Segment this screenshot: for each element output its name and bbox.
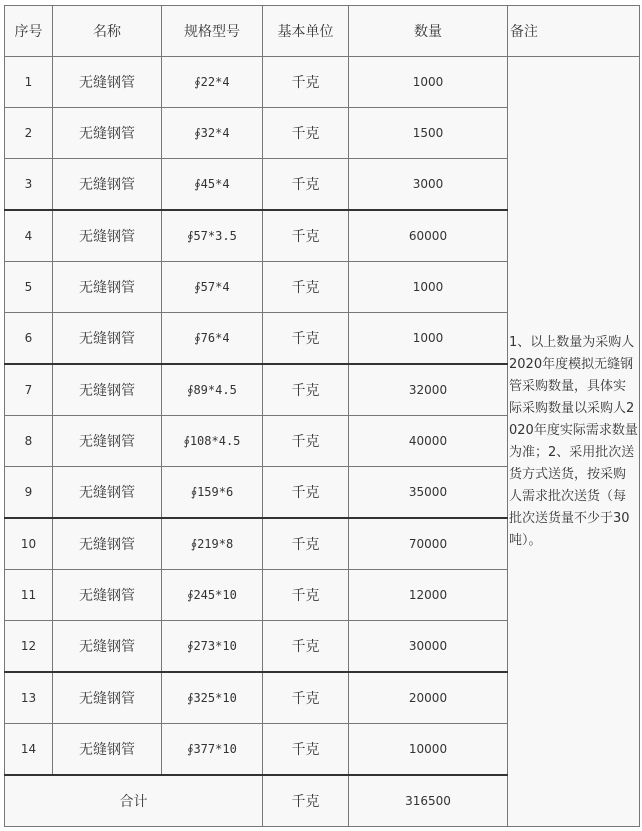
table-header-row bbox=[5, 6, 640, 57]
row-quantity: 40000 bbox=[349, 416, 508, 467]
row-quantity: 12000 bbox=[349, 570, 508, 621]
row-name: 无缝钢管 bbox=[53, 159, 162, 211]
row-spec: ∮377*10 bbox=[162, 724, 263, 776]
row-spec: ∮245*10 bbox=[162, 570, 263, 621]
row-unit: 千克 bbox=[263, 57, 349, 108]
header-name: 名称 bbox=[53, 6, 162, 57]
row-unit: 千克 bbox=[263, 313, 349, 365]
row-index: 13 bbox=[5, 672, 53, 724]
row-index: 8 bbox=[5, 416, 53, 467]
row-name: 无缝钢管 bbox=[53, 313, 162, 365]
row-quantity: 60000 bbox=[349, 210, 508, 262]
row-quantity: 20000 bbox=[349, 672, 508, 724]
row-name: 无缝钢管 bbox=[53, 518, 162, 570]
row-index: 3 bbox=[5, 159, 53, 211]
row-unit: 千克 bbox=[263, 364, 349, 416]
header-remark: 备注 bbox=[508, 6, 640, 57]
row-quantity: 3000 bbox=[349, 159, 508, 211]
row-unit: 千克 bbox=[263, 621, 349, 673]
row-quantity: 32000 bbox=[349, 364, 508, 416]
row-index: 5 bbox=[5, 262, 53, 313]
row-index: 7 bbox=[5, 364, 53, 416]
row-index: 9 bbox=[5, 467, 53, 519]
total-quantity: 316500 bbox=[349, 775, 508, 827]
row-name: 无缝钢管 bbox=[53, 416, 162, 467]
row-spec: ∮89*4.5 bbox=[162, 364, 263, 416]
row-index: 11 bbox=[5, 570, 53, 621]
row-quantity: 1000 bbox=[349, 57, 508, 108]
row-unit: 千克 bbox=[263, 159, 349, 211]
table-body bbox=[5, 6, 640, 827]
row-index: 14 bbox=[5, 724, 53, 776]
row-quantity: 1000 bbox=[349, 262, 508, 313]
header-spec: 规格型号 bbox=[162, 6, 263, 57]
header-quantity: 数量 bbox=[349, 6, 508, 57]
row-name: 无缝钢管 bbox=[53, 467, 162, 519]
row-index: 12 bbox=[5, 621, 53, 673]
row-spec: ∮22*4 bbox=[162, 57, 263, 108]
row-quantity: 30000 bbox=[349, 621, 508, 673]
row-spec: ∮108*4.5 bbox=[162, 416, 263, 467]
row-unit: 千克 bbox=[263, 724, 349, 776]
row-quantity: 1500 bbox=[349, 108, 508, 159]
material-table bbox=[4, 5, 640, 827]
row-unit: 千克 bbox=[263, 672, 349, 724]
header-unit: 基本单位 bbox=[263, 6, 349, 57]
remark-cell: 1、以上数量为采购人2020年度模拟无缝钢管采购数量，具体实际采购数量以采购人2020年度实际需求数量为准；2、采用批次送货方式送货，按采购人需求批次送货（每批次送货量不少于30吨）。 bbox=[508, 57, 640, 827]
row-quantity: 70000 bbox=[349, 518, 508, 570]
row-unit: 千克 bbox=[263, 570, 349, 621]
row-name: 无缝钢管 bbox=[53, 570, 162, 621]
row-name: 无缝钢管 bbox=[53, 108, 162, 159]
row-unit: 千克 bbox=[263, 467, 349, 519]
table-row bbox=[5, 57, 640, 108]
row-index: 1 bbox=[5, 57, 53, 108]
row-name: 无缝钢管 bbox=[53, 621, 162, 673]
row-quantity: 10000 bbox=[349, 724, 508, 776]
row-name: 无缝钢管 bbox=[53, 364, 162, 416]
row-spec: ∮273*10 bbox=[162, 621, 263, 673]
row-spec: ∮76*4 bbox=[162, 313, 263, 365]
row-spec: ∮45*4 bbox=[162, 159, 263, 211]
row-unit: 千克 bbox=[263, 210, 349, 262]
row-index: 2 bbox=[5, 108, 53, 159]
row-index: 4 bbox=[5, 210, 53, 262]
row-spec: ∮159*6 bbox=[162, 467, 263, 519]
row-unit: 千克 bbox=[263, 518, 349, 570]
row-index: 6 bbox=[5, 313, 53, 365]
row-unit: 千克 bbox=[263, 416, 349, 467]
row-spec: ∮32*4 bbox=[162, 108, 263, 159]
row-quantity: 35000 bbox=[349, 467, 508, 519]
row-spec: ∮57*4 bbox=[162, 262, 263, 313]
row-spec: ∮57*3.5 bbox=[162, 210, 263, 262]
row-name: 无缝钢管 bbox=[53, 672, 162, 724]
total-unit: 千克 bbox=[263, 775, 349, 827]
table-wrapper bbox=[4, 5, 640, 827]
row-spec: ∮325*10 bbox=[162, 672, 263, 724]
row-index: 10 bbox=[5, 518, 53, 570]
row-unit: 千克 bbox=[263, 262, 349, 313]
row-name: 无缝钢管 bbox=[53, 262, 162, 313]
row-spec: ∮219*8 bbox=[162, 518, 263, 570]
row-name: 无缝钢管 bbox=[53, 210, 162, 262]
header-index: 序号 bbox=[5, 6, 53, 57]
row-unit: 千克 bbox=[263, 108, 349, 159]
row-name: 无缝钢管 bbox=[53, 724, 162, 776]
row-name: 无缝钢管 bbox=[53, 57, 162, 108]
row-quantity: 1000 bbox=[349, 313, 508, 365]
total-label: 合计 bbox=[5, 775, 263, 827]
